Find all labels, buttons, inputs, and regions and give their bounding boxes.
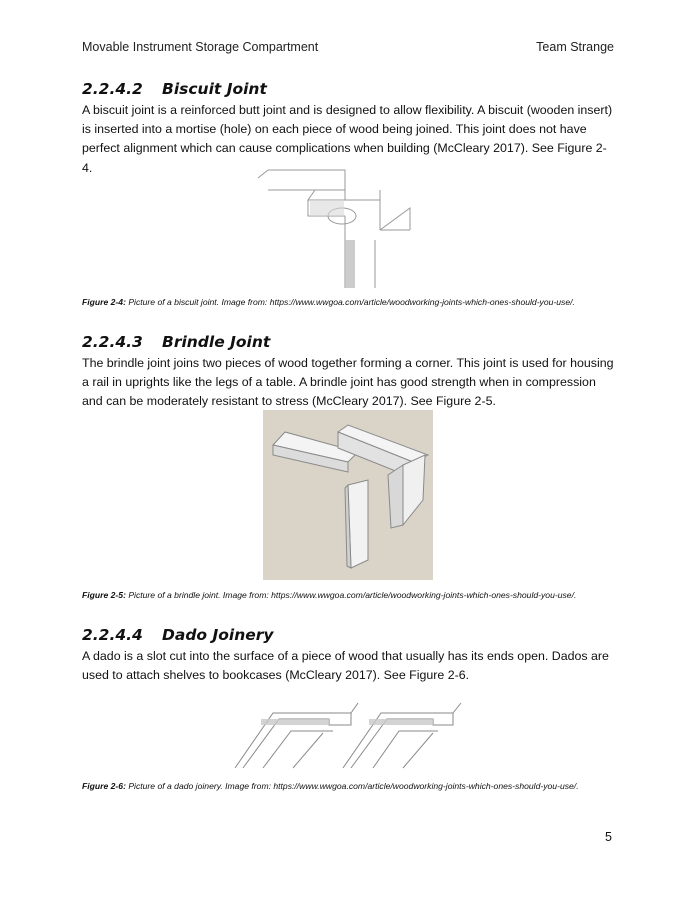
header-document-title: Movable Instrument Storage Compartment [82,40,319,54]
caption-text: Picture of a brindle joint. Image from: https://www.wwgoa.com/article/woodworking-joints-which-ones-should-you-use/. [125,590,577,600]
caption-label: Figure 2-4: [82,297,126,307]
section-title: Brindle Joint [162,333,271,351]
caption-label: Figure 2-6: [82,781,126,791]
section-body: A biscuit joint is a reinforced butt joint and is designed to allow flexibility. A biscuit (wooden insert) is inserted into a mortise (hole) on each piece of wood being joined. This joint does not have perfect alignment which can cause complications when building (McCleary 2017). See Figure 2-4. [82,103,613,175]
section-number: 2.2.4.4 [82,626,143,644]
section-body: The brindle joint joins two pieces of wood together forming a corner. This joint is used for housing a rail in uprights like the legs of a table. A brindle joint has good strength when in compression and can be moderately resistant to stress (McCleary 2017). See Figure 2-5. [82,356,614,409]
caption-text: Picture of a dado joinery. Image from: https://www.wwgoa.com/article/woodworking-joints-which-ones-should-you-use/. [125,781,579,791]
section-dado-joinery [82,626,617,685]
section-heading [82,80,617,98]
section-heading [82,626,617,644]
section-number: 2.2.4.3 [82,333,143,351]
page-number: 5 [605,830,612,844]
dado-joinery-figure [233,693,463,773]
section-number: 2.2.4.2 [82,80,143,98]
section-brindle-joint [82,333,617,412]
header-team-name: Team Strange [536,40,614,54]
section-title: Biscuit Joint [162,80,267,98]
caption-text: Picture of a biscuit joint. Image from: https://www.wwgoa.com/article/woodworking-joints-which-ones-should-you-use/. [125,297,575,307]
caption-label: Figure 2-5: [82,590,126,600]
figure-caption [82,296,617,309]
biscuit-joint-figure [250,160,450,290]
figure-caption [82,780,617,793]
page-header [82,40,614,54]
brindle-joint-figure [263,410,433,580]
figure-caption [82,589,617,602]
section-title: Dado Joinery [162,626,274,644]
section-heading [82,333,617,351]
section-body: A dado is a slot cut into the surface of a piece of wood that usually has its ends open. Dados are used to attach shelves to bookcases (McCleary 2017). See Figure 2-6. [82,649,609,683]
